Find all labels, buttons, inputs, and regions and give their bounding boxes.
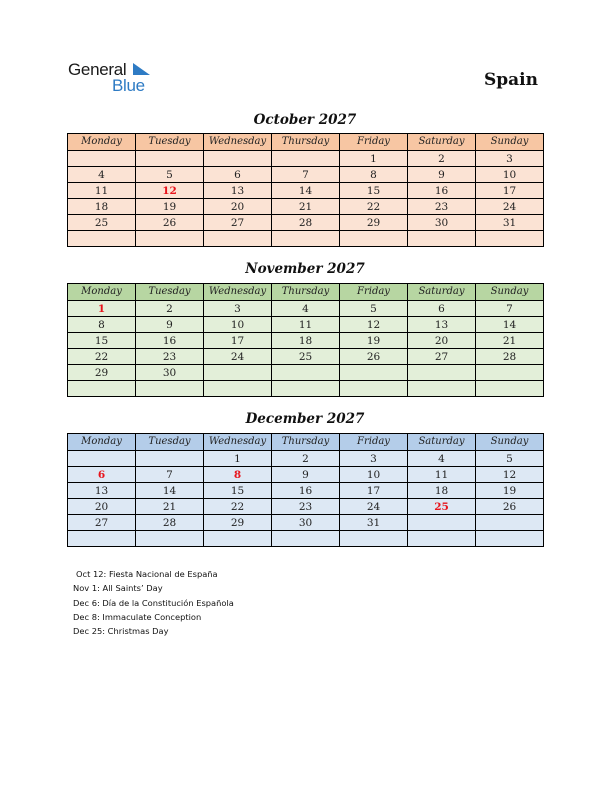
day-cell: 5 (136, 167, 204, 183)
weekday-header-friday: Friday (340, 284, 408, 301)
day-cell: 21 (136, 499, 204, 515)
empty-cell (204, 531, 272, 547)
day-cell: 17 (204, 333, 272, 349)
day-cell: 17 (476, 183, 544, 199)
holiday-day-cell: 12 (136, 183, 204, 199)
empty-cell (408, 531, 476, 547)
weekday-header-thursday: Thursday (272, 284, 340, 301)
calendar-november (67, 283, 544, 397)
day-cell: 2 (272, 451, 340, 467)
day-cell: 25 (272, 349, 340, 365)
week-row (68, 167, 544, 183)
empty-cell (68, 381, 136, 397)
day-cell: 18 (68, 199, 136, 215)
day-cell: 30 (136, 365, 204, 381)
weekday-header-wednesday: Wednesday (204, 284, 272, 301)
weekday-header-tuesday: Tuesday (136, 434, 204, 451)
day-cell: 7 (272, 167, 340, 183)
weekday-header-thursday: Thursday (272, 134, 340, 151)
day-cell: 22 (68, 349, 136, 365)
day-cell: 3 (204, 301, 272, 317)
day-cell: 13 (68, 483, 136, 499)
day-cell: 19 (136, 199, 204, 215)
day-cell: 4 (272, 301, 340, 317)
empty-cell (204, 231, 272, 247)
logo-text-blue: Blue (112, 76, 145, 95)
empty-cell (204, 365, 272, 381)
day-cell: 30 (408, 215, 476, 231)
day-cell: 14 (476, 317, 544, 333)
day-cell: 13 (204, 183, 272, 199)
day-cell: 12 (476, 467, 544, 483)
weekday-header-tuesday: Tuesday (136, 134, 204, 151)
weekday-header-saturday: Saturday (408, 134, 476, 151)
day-cell: 20 (204, 199, 272, 215)
day-cell: 29 (340, 215, 408, 231)
week-row (68, 483, 544, 499)
day-cell: 24 (340, 499, 408, 515)
empty-cell (408, 515, 476, 531)
day-cell: 20 (68, 499, 136, 515)
weekday-header-sunday: Sunday (476, 134, 544, 151)
day-cell: 16 (136, 333, 204, 349)
empty-cell (340, 231, 408, 247)
empty-cell (272, 151, 340, 167)
day-cell: 16 (272, 483, 340, 499)
empty-cell (340, 381, 408, 397)
holiday-day-cell: 1 (68, 301, 136, 317)
day-cell: 22 (340, 199, 408, 215)
empty-cell (136, 381, 204, 397)
week-row (68, 365, 544, 381)
day-cell: 22 (204, 499, 272, 515)
day-cell: 15 (68, 333, 136, 349)
day-cell: 4 (68, 167, 136, 183)
day-cell: 10 (340, 467, 408, 483)
empty-cell (136, 451, 204, 467)
weekday-header-sunday: Sunday (476, 434, 544, 451)
week-row (68, 467, 544, 483)
weekday-header-wednesday: Wednesday (204, 434, 272, 451)
weekday-header-wednesday: Wednesday (204, 134, 272, 151)
month-title-november: November 2027 (245, 261, 365, 277)
empty-cell (68, 231, 136, 247)
logo-triangle-icon (133, 63, 151, 77)
month-title-october: October 2027 (253, 112, 357, 128)
week-row (68, 301, 544, 317)
day-cell: 7 (476, 301, 544, 317)
empty-cell (272, 231, 340, 247)
day-cell: 9 (136, 317, 204, 333)
day-cell: 6 (204, 167, 272, 183)
day-cell: 30 (272, 515, 340, 531)
day-cell: 13 (408, 317, 476, 333)
day-cell: 26 (340, 349, 408, 365)
week-row (68, 215, 544, 231)
day-cell: 2 (408, 151, 476, 167)
day-cell: 26 (476, 499, 544, 515)
weekday-header-sunday: Sunday (476, 284, 544, 301)
empty-cell (476, 515, 544, 531)
empty-cell (136, 151, 204, 167)
empty-cell (204, 381, 272, 397)
calendar-october (67, 133, 544, 247)
empty-cell (408, 365, 476, 381)
day-cell: 7 (136, 467, 204, 483)
empty-cell (68, 451, 136, 467)
day-cell: 15 (340, 183, 408, 199)
weekday-header-saturday: Saturday (408, 434, 476, 451)
day-cell: 19 (340, 333, 408, 349)
week-row (68, 231, 544, 247)
day-cell: 11 (272, 317, 340, 333)
holiday-item: Dec 8: Immaculate Conception (73, 611, 202, 622)
empty-cell (408, 231, 476, 247)
weekday-header-saturday: Saturday (408, 284, 476, 301)
calendar-december (67, 433, 544, 547)
day-cell: 9 (272, 467, 340, 483)
weekday-header-row (68, 434, 544, 451)
day-cell: 20 (408, 333, 476, 349)
week-row (68, 199, 544, 215)
day-cell: 1 (204, 451, 272, 467)
day-cell: 11 (68, 183, 136, 199)
empty-cell (68, 151, 136, 167)
empty-cell (476, 365, 544, 381)
week-row (68, 317, 544, 333)
day-cell: 12 (340, 317, 408, 333)
day-cell: 31 (476, 215, 544, 231)
day-cell: 10 (476, 167, 544, 183)
empty-cell (340, 365, 408, 381)
empty-cell (136, 531, 204, 547)
logo-text-general: General (68, 60, 127, 79)
day-cell: 27 (204, 215, 272, 231)
day-cell: 29 (204, 515, 272, 531)
week-row (68, 151, 544, 167)
weekday-header-monday: Monday (68, 284, 136, 301)
empty-cell (136, 231, 204, 247)
week-row (68, 515, 544, 531)
day-cell: 5 (476, 451, 544, 467)
day-cell: 23 (408, 199, 476, 215)
day-cell: 23 (272, 499, 340, 515)
day-cell: 15 (204, 483, 272, 499)
weekday-header-tuesday: Tuesday (136, 284, 204, 301)
day-cell: 3 (340, 451, 408, 467)
weekday-header-row (68, 134, 544, 151)
day-cell: 10 (204, 317, 272, 333)
day-cell: 17 (340, 483, 408, 499)
day-cell: 28 (272, 215, 340, 231)
generalblue-logo (68, 60, 168, 96)
day-cell: 3 (476, 151, 544, 167)
day-cell: 24 (476, 199, 544, 215)
day-cell: 25 (68, 215, 136, 231)
weekday-header-thursday: Thursday (272, 434, 340, 451)
holiday-day-cell: 8 (204, 467, 272, 483)
day-cell: 11 (408, 467, 476, 483)
day-cell: 26 (136, 215, 204, 231)
day-cell: 18 (272, 333, 340, 349)
holiday-day-cell: 6 (68, 467, 136, 483)
holiday-day-cell: 25 (408, 499, 476, 515)
country-title: Spain (484, 70, 538, 90)
day-cell: 14 (272, 183, 340, 199)
weekday-header-row (68, 284, 544, 301)
day-cell: 1 (340, 151, 408, 167)
empty-cell (272, 531, 340, 547)
day-cell: 19 (476, 483, 544, 499)
day-cell: 21 (272, 199, 340, 215)
week-row (68, 499, 544, 515)
weekday-header-friday: Friday (340, 434, 408, 451)
day-cell: 6 (408, 301, 476, 317)
empty-cell (204, 151, 272, 167)
empty-cell (272, 381, 340, 397)
holiday-item: Oct 12: Fiesta Nacional de España (76, 569, 218, 579)
week-row (68, 333, 544, 349)
day-cell: 23 (136, 349, 204, 365)
day-cell: 18 (408, 483, 476, 499)
day-cell: 9 (408, 167, 476, 183)
week-row (68, 381, 544, 397)
day-cell: 5 (340, 301, 408, 317)
weekday-header-friday: Friday (340, 134, 408, 151)
holiday-item: Dec 25: Christmas Day (73, 626, 169, 637)
empty-cell (272, 365, 340, 381)
day-cell: 24 (204, 349, 272, 365)
day-cell: 27 (408, 349, 476, 365)
week-row (68, 451, 544, 467)
empty-cell (340, 531, 408, 547)
empty-cell (68, 531, 136, 547)
week-row (68, 531, 544, 547)
day-cell: 2 (136, 301, 204, 317)
day-cell: 16 (408, 183, 476, 199)
day-cell: 28 (136, 515, 204, 531)
holiday-item: Nov 1: All Saints’ Day (73, 583, 163, 594)
week-row (68, 183, 544, 199)
day-cell: 31 (340, 515, 408, 531)
day-cell: 8 (340, 167, 408, 183)
holiday-list (73, 567, 234, 638)
day-cell: 21 (476, 333, 544, 349)
empty-cell (476, 381, 544, 397)
empty-cell (476, 231, 544, 247)
empty-cell (476, 531, 544, 547)
day-cell: 28 (476, 349, 544, 365)
day-cell: 27 (68, 515, 136, 531)
weekday-header-monday: Monday (68, 434, 136, 451)
day-cell: 29 (68, 365, 136, 381)
holiday-item: Dec 6: Día de la Constitución Española (73, 597, 234, 608)
week-row (68, 349, 544, 365)
day-cell: 8 (68, 317, 136, 333)
empty-cell (408, 381, 476, 397)
month-title-december: December 2027 (245, 411, 365, 427)
day-cell: 4 (408, 451, 476, 467)
weekday-header-monday: Monday (68, 134, 136, 151)
day-cell: 14 (136, 483, 204, 499)
